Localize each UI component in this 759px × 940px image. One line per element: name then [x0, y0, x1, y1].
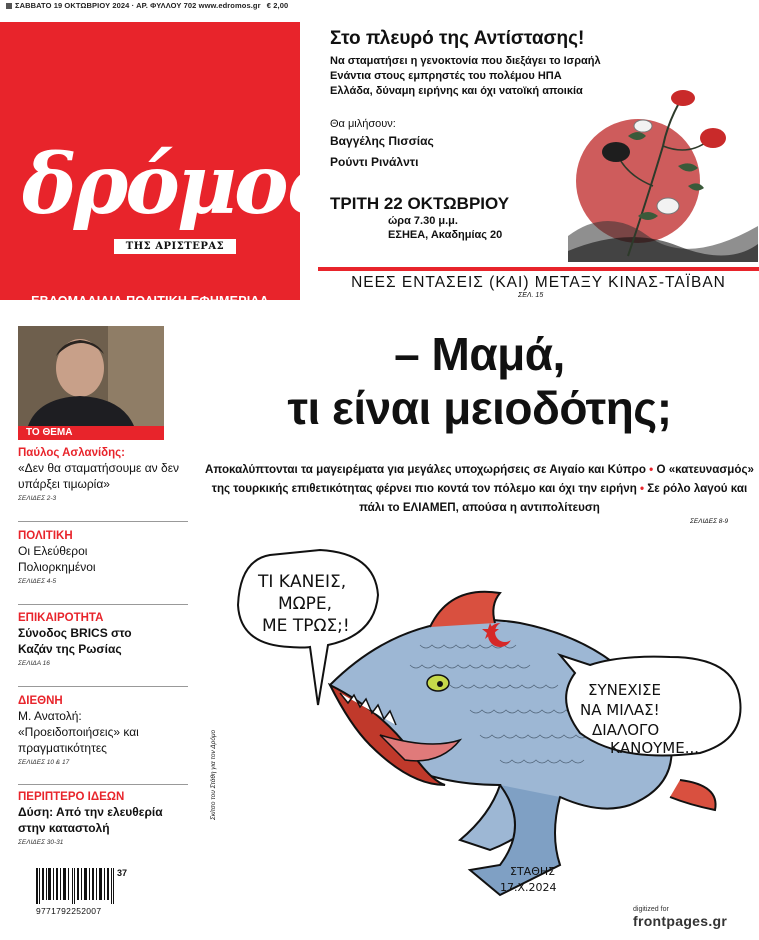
bubble-right-line: ΝΑ ΜΙΛΑΣ! [580, 701, 660, 719]
cartoon-credit: Σκίτσο του Στάθη για τον Δρόμο [210, 729, 217, 820]
speakers-label: Θα μιλήσουν: [330, 118, 396, 130]
event-line: Ελλάδα, δύναμη ειρήνης και όχι νατοϊκή αποικία [330, 85, 583, 97]
portrait-photo [18, 326, 164, 426]
sidebar-divider [18, 686, 188, 687]
sidebar-divider [18, 604, 188, 605]
date-issue-text: ΣΑΒΒΑΤΟ 19 ΟΚΤΩΒΡΙΟΥ 2024 · ΑΡ. ΦΥΛΛΟΥ 702 www.edromos.gr [15, 1, 261, 10]
event-title: Στο πλευρό της Αντίστασης! [330, 28, 585, 49]
teaser-strip [318, 263, 759, 300]
main-headline[interactable] [200, 328, 759, 434]
sidebar-divider [18, 521, 188, 522]
sidebar-item-body: Σύνοδος BRICS στο Καζάν της Ρωσίας [18, 626, 132, 656]
sidebar-item-diethni[interactable] [18, 694, 188, 766]
sidebar-item-epikairotita[interactable] [18, 611, 188, 667]
bubble-left-line: ΤΙ ΚΑΝΕΙΣ, [258, 572, 347, 592]
fish-lower-fin [670, 780, 716, 810]
speaker-name: Βαγγέλης Πισσίας [330, 134, 434, 148]
price-text: € 2,00 [266, 1, 289, 10]
strip-red-rule [318, 267, 759, 271]
bubble-left-line: ΜΩΡΕ, [278, 594, 333, 614]
square-icon [6, 3, 12, 9]
deck-part: Σε ρόλο λαγού και πάλι το ΕΛΙΑΜΕΠ, απούσα η αντιπολίτευση [359, 482, 748, 514]
cartoon-signature: ΣΤΑΘΗΣ [510, 865, 556, 878]
barcode-icon [36, 868, 114, 904]
sidebar-item-periptero[interactable] [18, 790, 188, 846]
sidebar-page-ref: ΣΕΛΙΔΕΣ 10 & 17 [18, 759, 70, 766]
event-date: ΤΡΙΤΗ 22 ΟΚΤΩΒΡΙΟΥ [330, 194, 510, 213]
masthead-tagline: ΕΒΔΟΜΑΔΙΑΙΑ ΠΟΛΙΤΙΚΗ ΕΦΗΜΕΡΙΔΑ [31, 294, 269, 308]
bubble-left-line: ΜΕ ΤΡΩΣ;! [262, 616, 350, 636]
sidebar-theme-item[interactable] [18, 446, 188, 502]
flower-illustration [568, 86, 758, 262]
frontpages-link[interactable]: frontpages.gr [633, 913, 728, 929]
digitized-credit[interactable] [633, 906, 727, 931]
event-time: ώρα 7.30 μ.μ. [388, 215, 458, 227]
sidebar-item-body: Δύση: Από την ελευθερία στην καταστολή [18, 805, 163, 835]
strip-page-ref: ΣΕΛ. 15 [518, 292, 544, 299]
sidebar-page-ref: ΣΕΛΙΔΕΣ 2-3 [18, 495, 57, 502]
barcode-issue-number: 37 [117, 868, 128, 878]
sidebar-item-head: ΠΕΡΙΠΤΕΡΟ ΙΔΕΩΝ [18, 791, 125, 803]
logo-wordmark: δρόμος [22, 137, 333, 233]
headline-line-2: τι είναι μειοδότης; [287, 382, 672, 434]
headline-line-1: – Μαμά, [394, 328, 565, 380]
headline-deck [200, 460, 759, 517]
theme-label: ΤΟ ΘΕΜΑ [18, 426, 164, 440]
bullet-icon: • [649, 463, 657, 476]
deck-part: Αποκαλύπτονται τα μαγειρέματα για μεγάλες υποχωρήσεις σε Αιγαίο και Κύπρο [205, 463, 646, 476]
deck-page-ref: ΣΕΛΙΔΕΣ 8-9 [690, 518, 729, 525]
sidebar-item-body: Μ. Ανατολή: «Προειδοποιήσεις» και πραγματικότητες [18, 709, 139, 755]
event-line: Ενάντια στους εμπρηστές του πολέμου ΗΠΑ [330, 70, 562, 82]
top-info-bar [0, 0, 759, 12]
event-announcement [318, 22, 759, 262]
sidebar-item-head: ΕΠΙΚΑΙΡΟΤΗΤΑ [18, 612, 104, 624]
portrait-illustration [18, 326, 164, 426]
sidebar-page-ref: ΣΕΛΙΔΑ 16 [18, 660, 50, 667]
speaker-name: Ρούντι Ρινάλντι [330, 155, 419, 169]
bullet-icon: • [640, 482, 648, 495]
fish-dorsal-fin [430, 592, 500, 627]
event-place: ΕΣΗΕΑ, Ακαδημίας 20 [388, 229, 503, 241]
deck-part: Ο «κατευνασμός» της τουρκικής επιθετικότητας φέρνει πιο κοντά τον πόλεμο και όχι την ειρήνη [211, 463, 754, 495]
digitized-label: digitized for [633, 906, 669, 913]
bubble-right-line: ΔΙΑΛΟΓΟ [592, 721, 660, 739]
sidebar-theme-body: «Δεν θα σταματήσουμε αν δεν υπάρξει τιμωρία» [18, 461, 180, 491]
sidebar-page-ref: ΣΕΛΙΔΕΣ 30-31 [18, 839, 64, 846]
strip-headline: ΝΕΕΣ ΕΝΤΑΣΕΙΣ (ΚΑΙ) ΜΕΤΑΞΥ ΚΙΝΑΣ-ΤΑΪΒΑΝ [351, 274, 726, 291]
sidebar-item-politiki[interactable] [18, 529, 188, 585]
sidebar-item-head: ΔΙΕΘΝΗ [18, 695, 63, 707]
sidebar-page-ref: ΣΕΛΙΔΕΣ 4-5 [18, 578, 57, 585]
sidebar-item-body: Οι Ελεύθεροι Πολιορκημένοι [18, 544, 96, 574]
masthead [0, 22, 333, 308]
event-line: Να σταματήσει η γενοκτονία που διεξάγει το Ισραήλ [330, 55, 601, 67]
logo-subtitle: ΤΗΣ ΑΡΙΣΤΕΡΑΣ [114, 239, 236, 254]
bubble-right-line: ΚΑΝΟΥΜΕ... [610, 739, 700, 757]
barcode-number: 9771792252007 [36, 906, 102, 916]
sidebar-item-head: ΠΟΛΙΤΙΚΗ [18, 530, 73, 542]
sidebar-theme-head: Παύλος Ασλανίδης: [18, 447, 125, 459]
cartoon-signature-date: 17.Χ.2024 [500, 881, 557, 894]
sidebar-divider [18, 784, 188, 785]
bubble-right-line: ΣΥΝΕΧΙΣΕ [588, 681, 661, 699]
editorial-cartoon [200, 535, 759, 905]
